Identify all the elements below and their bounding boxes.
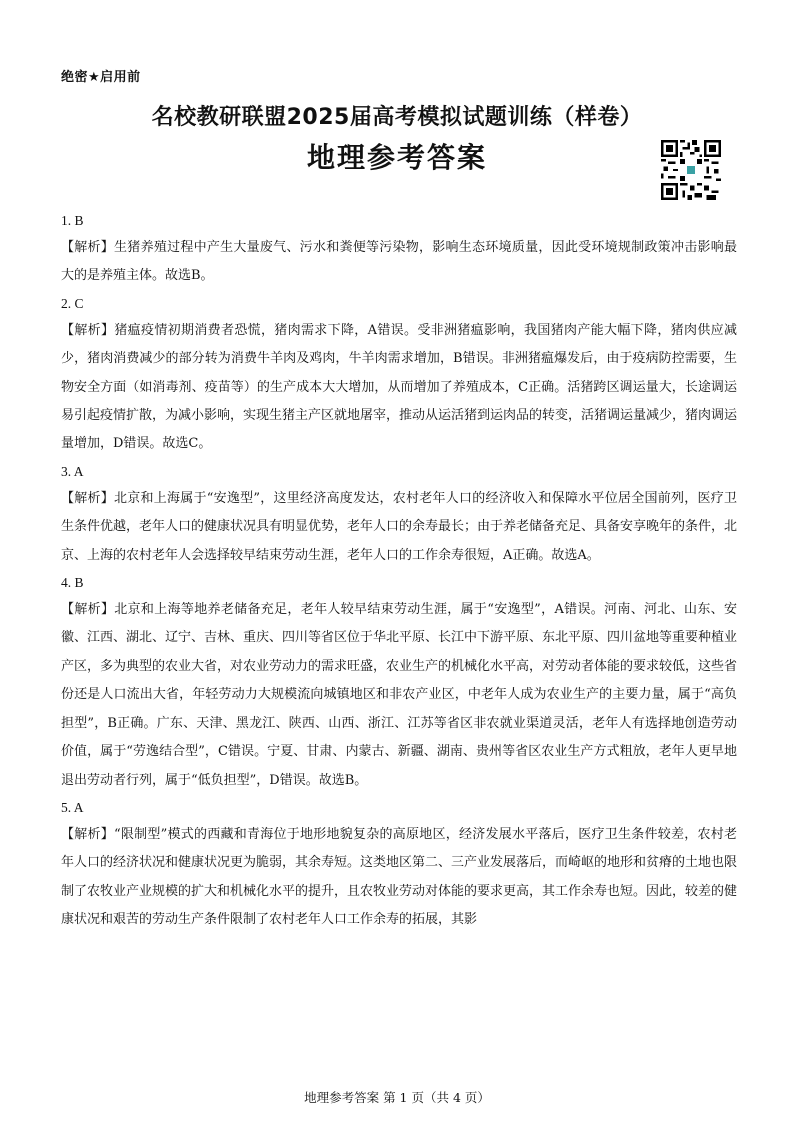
page-footer: 地理参考答案 第 1 页（共 4 页） (304, 1090, 490, 1105)
question-number: 3. A (61, 463, 84, 479)
question-number: 5. A (61, 799, 84, 815)
answer-item (61, 461, 737, 570)
answer-item (61, 293, 737, 459)
explanation-label: 【解析】 (61, 826, 114, 842)
answer-item (61, 797, 737, 935)
question-number: 4. B (61, 575, 84, 591)
explanation-label: 【解析】 (61, 602, 115, 618)
answer-list (61, 208, 737, 935)
answer-key-title: 地理参考答案 (306, 141, 487, 174)
explanation-text: 北京和上海等地养老储备充足，老年人较早结束劳动生涯，属于“安逸型”，A错误。河南、河北、山东、安徽、江西、湖北、辽宁、吉林、重庆、四川等省区位于华北平原、长江中下游平原、东北平原、四川盆地等重要种植业产区，多为典型的农业大省，对农业劳动力的需求旺盛，农业生产的机械化水平高，对劳动者体能的要求较低，这些省份还是人口流出大省，年轻劳动力大规模流向城镇地区和非农产业区，中老年人成为农业生产的主要力量，属于“高负担型”，B正确。广东、天津、黑龙江、陕西、山西、浙江、江苏等省区非农就业渠道灵活，老年人有选择地创造劳动价值，属于“劳逸结合型”，C错误。宁夏、甘肃、内蒙古、新疆、湖南、贵州等省区农业生产方式粗放，老年人更早地退出劳动者行列，属于“低负担型”，D错误。故选B。 (61, 602, 738, 788)
explanation (61, 317, 737, 459)
explanation-text: 猪瘟疫情初期消费者恐慌，猪肉需求下降，A错误。受非洲猪瘟影响，我国猪肉产能大幅下降，猪肉供应减少，猪肉消费减少的部分转为消费牛羊肉及鸡肉，牛羊肉需求增加，B错误。非洲猪瘟爆发后，由于疫病防控需要，生物安全方面（如消毒剂、疫苗等）的生产成本大大增加，从而增加了养殖成本，C正确。活猪跨区调运量大，长途调运易引起疫情扩散，为减小影响，实现生猪主产区就地屠宰，推动从运活猪到运肉品的转变，活猪调运量减少，猪肉调运量增加，D错误。故选C。 (61, 322, 738, 452)
explanation-label: 【解析】 (61, 322, 115, 338)
explanation (61, 234, 737, 291)
explanation (61, 596, 737, 795)
explanation-text: 生猪养殖过程中产生大量废气、污水和粪便等污染物，影响生态环境质量，因此受环境规制政策冲击影响最大的是养殖主体。故选B。 (61, 240, 737, 284)
explanation (61, 821, 737, 935)
explanation-text: “限制型”模式的西藏和青海位于地形地貌复杂的高原地区，经济发展水平落后，医疗卫生条件较差，农村老年人口的经济状况和健康状况更为脆弱，其余寿短。这类地区第二、三产业发展落后，而崎岖的地形和贫瘠的土地也限制了农牧业产业规模的扩大和机械化水平的提升，且农牧业劳动对体能的要求更高，其工作余寿也短。因此，较差的健康状况和艰苦的劳动生产条件限制了农村老年人口工作余寿的拓展，其影 (61, 826, 738, 928)
explanation (61, 485, 737, 570)
explanation-text: 北京和上海属于“安逸型”，这里经济高度发达，农村老年人口的经济收入和保障水平位居全国前列，医疗卫生条件优越，老年人口的健康状况具有明显优势，老年人口的余寿最长；由于养老储备充足、具备安享晚年的条件，北京、上海的农村老年人会选择较早结束劳动生涯，老年人口的工作余寿很短，A正确。故选A。 (61, 490, 738, 563)
question-number: 1. B (61, 213, 84, 228)
answer-item (61, 210, 737, 291)
qr-code (661, 140, 721, 200)
exam-title: 名校教研联盟2025届高考模拟试题训练（样卷） (151, 105, 643, 130)
explanation-label: 【解析】 (61, 240, 115, 255)
answer-item (61, 572, 737, 795)
explanation-label: 【解析】 (61, 490, 114, 506)
confidential-label: 绝密★启用前 (61, 70, 141, 85)
question-number: 2. C (61, 295, 84, 311)
